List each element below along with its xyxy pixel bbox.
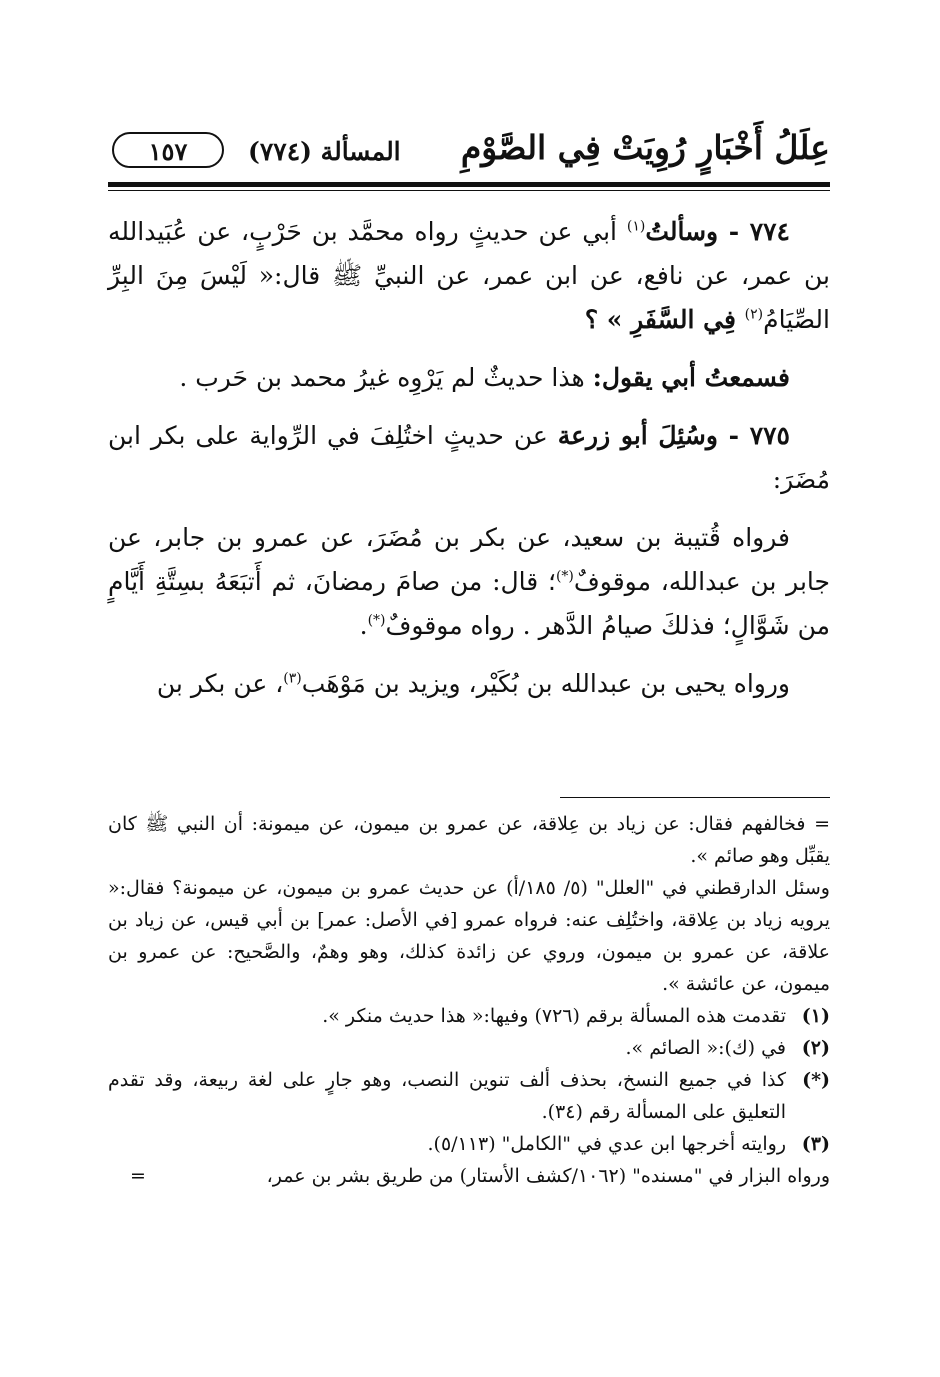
paragraph-text: هذا حديثٌ لم يَرْوِه غيرُ محمد بن حَرب . — [179, 363, 593, 392]
paragraph-text: ، عن بكر بن — [156, 669, 284, 698]
footnote-continuation: وسئل الدارقطني في "العلل" (٥/ ١٨٥/أ) عن حديث عمرو بن ميمون، عن ميمونة؟ فقال:« يرويه زياد بن عِلاقة، واختُلِف عنه: فرواه عمرو [في الأصل: عمر] بن أبي قيس، عن زياد بن علاقة، عن عمرو بن ميمون، وروي عن زائدة كذلك، وهو وهمٌ، والصَّحيح: عن عمرو بن ميمون، عن عائشة ». — [108, 877, 830, 995]
footnote-number: (١) — [801, 1005, 830, 1027]
paragraph-lead: فسمعتُ أبي يقول: — [592, 363, 790, 392]
paragraph-text: عن حديثٍ اختُلِفَ في الرِّواية على بكر ابن مُضَرَ: — [108, 421, 830, 494]
paragraph-yahya — [108, 662, 830, 706]
footnote-item — [108, 1064, 830, 1128]
footnote-item — [108, 1128, 830, 1160]
footnote-text: في (ك):« الصائم ». — [625, 1037, 786, 1059]
footnote-number: (٢) — [801, 1037, 830, 1059]
footnote-number: (*) — [802, 1069, 830, 1091]
paragraph-answer — [108, 356, 830, 400]
paragraph-774 — [108, 210, 830, 342]
header-rule-thin — [108, 190, 830, 191]
footnote-number: (٣) — [801, 1133, 830, 1155]
paragraph-lead: ٧٧٥ - وسُئِلَ أبو زرعة — [557, 421, 790, 450]
paragraph-qutayba — [108, 516, 830, 648]
main-text — [108, 210, 830, 720]
footnote-ref: (*) — [367, 612, 386, 629]
footnote-ref: (*) — [555, 568, 574, 585]
page-number-badge: ١٥٧ — [112, 132, 224, 168]
footnote-text: ورواه البزار في "مسنده" (١٠٦٢/كشف الأستار) من طريق بشر بن عمر، — [266, 1165, 830, 1187]
header-rule-thick — [108, 182, 830, 187]
issue-label: المسألة (٧٧٤) — [248, 137, 401, 166]
paragraph-text: أبي عن حديثٍ رواه محمَّد بن حَرْبٍ، عن عُبَيدالله بن عمر، عن نافع، عن ابن عمر، عن النبيِّ ﷺ قال:« لَيْسَ مِنَ البِرِّ الصِّيَامُ — [108, 217, 830, 334]
footnote-ref: (٣) — [283, 670, 302, 687]
footnotes — [108, 808, 830, 1192]
footnote-ref: (٢) — [744, 306, 764, 323]
footnote-continuation: = فخالفهم فقال: عن زياد بن عِلاقة، عن عمرو بن ميمون، عن ميمونة: أن النبي ﷺ كان يقبِّل وهو صائم ». — [108, 813, 830, 867]
running-header — [108, 122, 830, 178]
footnote-last-line — [108, 1160, 830, 1192]
continuation-marker: = — [130, 1165, 146, 1187]
footnote-text: تقدمت هذه المسألة برقم (٧٢٦) وفيها:« هذا حديث منكر ». — [322, 1005, 786, 1027]
footnote-item — [108, 1032, 830, 1064]
paragraph-text: فِي السَّفَرِ » ؟ — [584, 305, 745, 334]
paragraph-lead: ٧٧٤ - وسألتُ — [645, 217, 790, 246]
footnote-text: كذا في جميع النسخ، بحذف ألف تنوين النصب، وهو جارٍ على لغة ربيعة، وقد تقدم التعليق على المسألة رقم (٣٤). — [108, 1069, 786, 1123]
paragraph-text: ؛ قال: من صامَ رمضانَ، ثم أَتبَعَهُ بسِتَّةِ أَيَّامٍ من شَوَّالٍ؛ فذلكَ صيامُ الدَّهر . رواه موقوفٌ — [108, 567, 830, 640]
footnote-item — [108, 1000, 830, 1032]
paragraph-text: ورواه يحيى بن عبدالله بن بُكَيْر، ويزيد بن مَوْهَب — [301, 669, 790, 698]
book-title: عِلَلُ أَخْبَارٍ رُوِيَتْ فِي الصَّوْمِ — [460, 128, 830, 167]
paragraph-text: . — [359, 611, 368, 640]
footnote-text: روايته أخرجها ابن عدي في "الكامل" (٥/١١٣). — [427, 1133, 786, 1155]
footnote-ref: (١) — [626, 218, 646, 235]
paragraph-775 — [108, 414, 830, 502]
paragraph-text: فرواه قُتيبة بن سعيد، عن بكر بن مُضَرَ، عن عمرو بن جابر، عن جابر بن عبدالله، موقوفٌ — [108, 523, 831, 596]
footnote-separator — [560, 797, 830, 798]
